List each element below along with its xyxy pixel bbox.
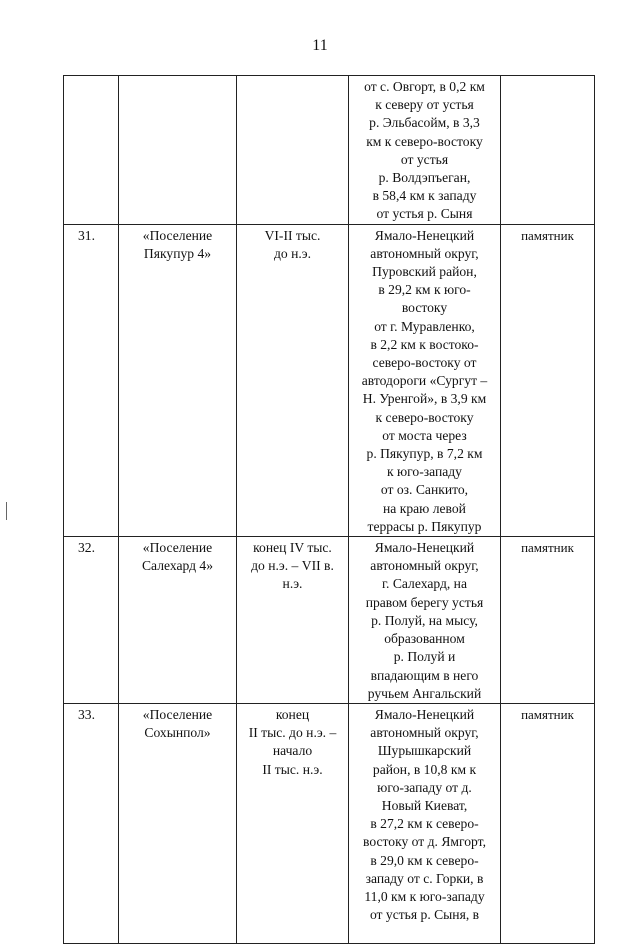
location-line: р. Полуй и <box>393 649 456 665</box>
location-line: от устья р. Сыня, в <box>369 907 480 923</box>
dating-line: конец IV тыс. <box>253 540 332 556</box>
row-number-cell <box>64 76 119 225</box>
location-line: Ямало-Ненецкий <box>374 540 475 556</box>
row-number: 32. <box>78 540 95 556</box>
location-line: в 2,2 км к востоко- <box>370 336 479 352</box>
location-line: в 27,2 км к северо- <box>370 816 479 832</box>
location-line: г. Салехард, на <box>382 576 467 592</box>
location-line: образованном <box>384 631 465 647</box>
table-row <box>64 76 595 225</box>
category-label: памятник <box>521 540 574 556</box>
location-line: автодороги «Сургут – <box>361 373 488 389</box>
location-cell <box>349 703 501 943</box>
category-label: памятник <box>521 706 574 722</box>
location-line: востоку от д. Ямгорт, <box>363 834 486 850</box>
object-name-line: Салехард 4» <box>141 558 214 574</box>
object-name-cell <box>119 224 237 536</box>
location-line: террасы р. Пякупур <box>367 518 482 534</box>
location-line: Новый Киеват, <box>381 797 468 813</box>
location-line: в 29,2 км к юго- <box>378 282 471 298</box>
heritage-registry-table <box>63 75 595 944</box>
table-row <box>64 703 595 943</box>
table-row <box>64 537 595 704</box>
location-line: впадающим в него <box>370 667 479 683</box>
dating-line: начало <box>272 743 313 759</box>
location-line: Ямало-Ненецкий <box>374 227 475 243</box>
location-line: западу от с. Горки, в <box>365 870 484 886</box>
location-line: юго-западу от д. <box>377 779 472 795</box>
dating-cell <box>237 703 349 943</box>
location-line: востоку <box>401 300 448 316</box>
location-line: р. Волдэпъеган, <box>378 170 471 186</box>
table-body <box>64 76 595 944</box>
location-line: р. Полуй, на мысу, <box>371 612 478 628</box>
location-line: Шурышкарский <box>377 743 472 759</box>
dating-line: VI-II тыс. <box>264 227 321 243</box>
location-line: Н. Уренгой», в 3,9 км <box>362 391 487 407</box>
location-cell <box>349 224 501 536</box>
object-name-line: «Поселение <box>142 540 213 556</box>
row-number: 33. <box>78 706 95 722</box>
location-cell <box>349 76 501 225</box>
location-line: в 29,0 км к северо- <box>370 852 479 868</box>
row-number-cell <box>64 703 119 943</box>
scan-artifact-mark <box>6 502 7 520</box>
location-line: ручьем Ангальский <box>367 685 482 701</box>
row-number-cell <box>64 537 119 704</box>
location-line: Пуровский район, <box>372 264 477 280</box>
category-cell <box>501 76 595 225</box>
location-line: р. Пякупур, в 7,2 км <box>366 446 483 462</box>
location-line: км к северо-востоку <box>366 133 483 149</box>
location-line: автономный округ, <box>370 725 479 741</box>
location-line: к юго-западу <box>387 464 462 480</box>
location-line: 11,0 км к юго-западу <box>364 888 485 904</box>
location-line: Ямало-Ненецкий <box>374 706 475 722</box>
category-cell <box>501 537 595 704</box>
category-cell <box>501 703 595 943</box>
location-line: район, в 10,8 км к <box>372 761 477 777</box>
object-name-cell <box>119 76 237 225</box>
location-line: к северо-востоку <box>375 409 474 425</box>
page-number: 11 <box>312 37 328 54</box>
dating-line: конец <box>275 706 310 722</box>
table-row <box>64 224 595 536</box>
dating-line: н.э. <box>282 576 303 592</box>
location-line: северо-востоку от <box>372 355 477 371</box>
dating-line: II тыс. н.э. <box>262 761 323 777</box>
object-name-line: «Поселение <box>142 227 213 243</box>
dating-cell <box>237 224 349 536</box>
location-line: правом берегу устья <box>365 594 484 610</box>
dating-line: II тыс. до н.э. – <box>248 725 337 741</box>
location-line: автономный округ, <box>370 245 479 261</box>
location-line: от устья р. Сыня <box>376 206 473 222</box>
object-name-line: «Поселение <box>142 706 213 722</box>
dating-cell <box>237 537 349 704</box>
object-name-line: Сохынпол» <box>144 725 211 741</box>
location-cell <box>349 537 501 704</box>
row-number-cell <box>64 224 119 536</box>
object-name-line: Пякупур 4» <box>143 245 212 261</box>
object-name-cell <box>119 703 237 943</box>
location-line: от с. Овгорт, в 0,2 км <box>364 79 485 94</box>
location-line: от устья <box>400 151 449 167</box>
location-line: от г. Муравленко, <box>374 318 475 334</box>
location-line: в 58,4 км к западу <box>372 188 477 204</box>
location-line: автономный округ, <box>370 558 479 574</box>
location-line: от оз. Санкито, <box>380 482 469 498</box>
category-cell <box>501 224 595 536</box>
location-line: на краю левой <box>383 500 466 516</box>
object-name-cell <box>119 537 237 704</box>
category-label: памятник <box>521 227 574 243</box>
dating-line: до н.э. <box>273 245 312 261</box>
location-line: к северу от устья <box>375 97 474 113</box>
dating-line: до н.э. – VII в. <box>251 558 334 574</box>
dating-cell <box>237 76 349 225</box>
location-line: р. Эльбасойм, в 3,3 <box>369 115 480 131</box>
location-line: от моста через <box>382 427 467 443</box>
row-number: 31. <box>78 227 95 243</box>
